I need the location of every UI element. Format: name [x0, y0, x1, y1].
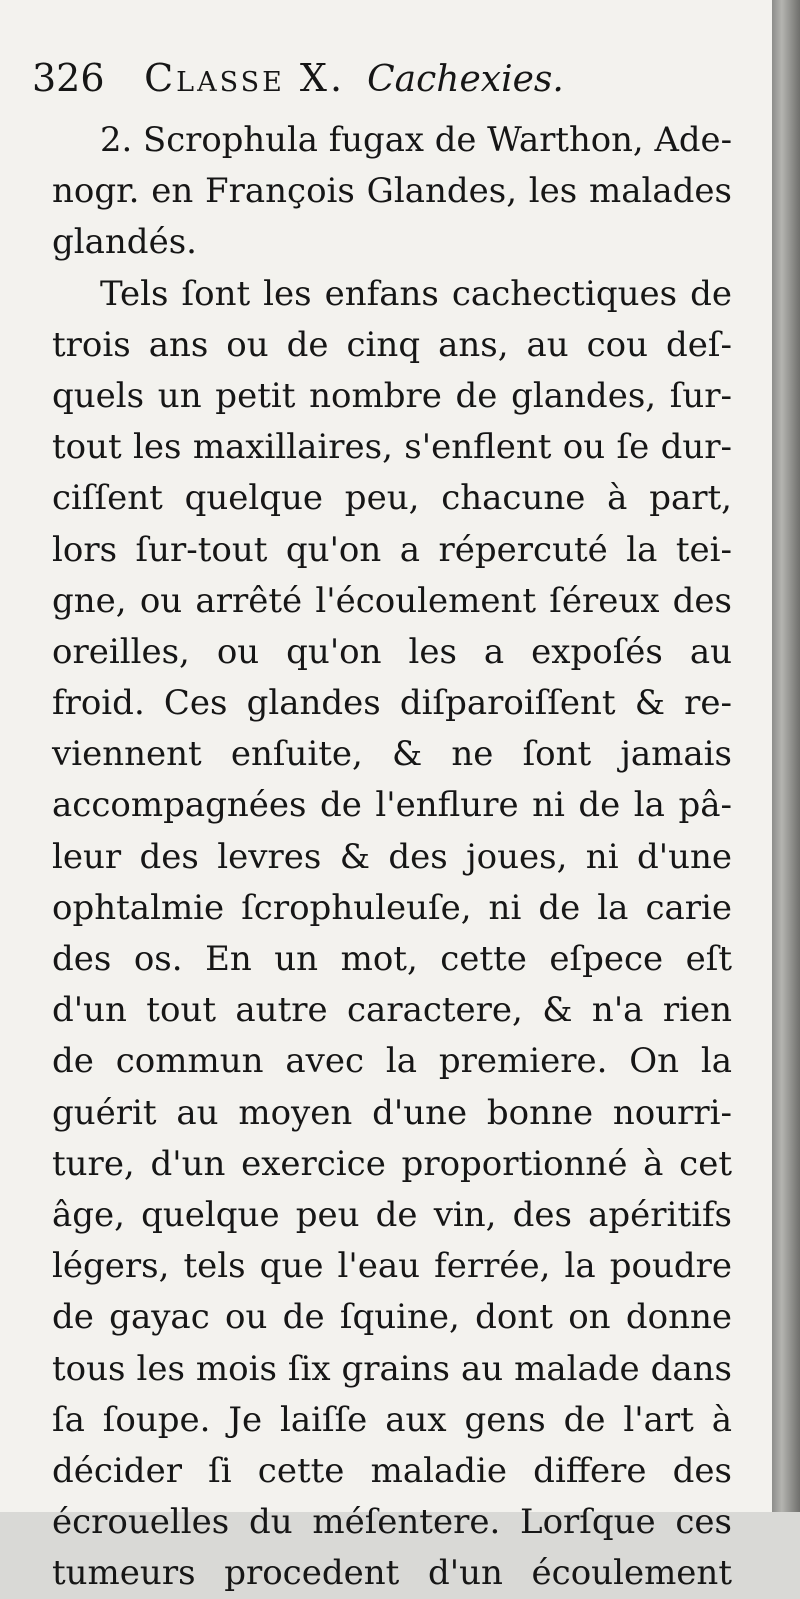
- text-line: ophtalmie ſcrophuleuſe, ni de la carie: [52, 887, 732, 928]
- text-line: ciſſent quelque peu, chacune à part,: [52, 478, 732, 519]
- text-line: glandés.: [52, 222, 197, 263]
- text-line: froid. Ces glandes diſparoiſſent & re-: [52, 683, 732, 724]
- text-line: trois ans ou de cinq ans, au cou deſ-: [52, 324, 732, 365]
- text-line: nogr. en François Glandes, les malades: [52, 171, 732, 212]
- text-line: tous les mois ſix grains au malade dans: [52, 1348, 732, 1389]
- text-line: âge, quelque peu de vin, des apéritifs: [52, 1194, 732, 1235]
- body-text: [52, 115, 732, 1599]
- text-line: ture, d'un exercice proportionné à cet: [52, 1143, 732, 1184]
- page-number: 326: [32, 56, 105, 100]
- text-line: de commun avec la premiere. On la: [52, 1041, 732, 1082]
- text-line: guérit au moyen d'une bonne nourri-: [52, 1092, 732, 1133]
- text-line: tumeurs procedent d'un écoulement: [52, 1553, 732, 1594]
- text-line: des os. En un mot, cette eſpece eſt: [52, 939, 732, 979]
- text-line: 2. Scrophula fugax de Warthon, Ade-: [100, 120, 733, 160]
- header-title: Cachexies.: [367, 59, 564, 100]
- text-line: tout les maxillaires, s'enflent ou ſe dur-: [52, 427, 732, 468]
- text-line: gne, ou arrêté l'écoulement ſéreux des: [52, 580, 732, 621]
- text-line: accompagnées de l'enflure ni de la pâ-: [52, 785, 732, 826]
- book-spine-edge: [772, 0, 800, 1512]
- text-line: leur des levres & des joues, ni d'une: [52, 836, 732, 877]
- text-line: légers, tels que l'eau ferrée, la poudre: [52, 1246, 732, 1287]
- text-line: oreilles, ou qu'on les a expoſés au: [52, 631, 732, 672]
- running-header: [32, 48, 732, 108]
- header-classe: Classe X.: [144, 56, 346, 100]
- text-line: écrouelles du méſentere. Lorſque ces: [52, 1502, 732, 1543]
- text-line: viennent enſuite, & ne ſont jamais: [52, 734, 732, 775]
- text-line: décider ſi cette maladie differe des: [52, 1450, 732, 1491]
- text-line: ſa ſoupe. Je laiſſe aux gens de l'art à: [52, 1399, 732, 1440]
- text-line: lors ſur-tout qu'on a répercuté la tei-: [52, 529, 732, 570]
- text-line: Tels ſont les enfans cachectiques de: [100, 273, 732, 314]
- text-line: de gayac ou de ſquine, dont on donne: [52, 1297, 732, 1338]
- text-line: d'un tout autre caractere, & n'a rien: [52, 990, 732, 1031]
- text-line: quels un petit nombre de glandes, ſur-: [52, 375, 732, 416]
